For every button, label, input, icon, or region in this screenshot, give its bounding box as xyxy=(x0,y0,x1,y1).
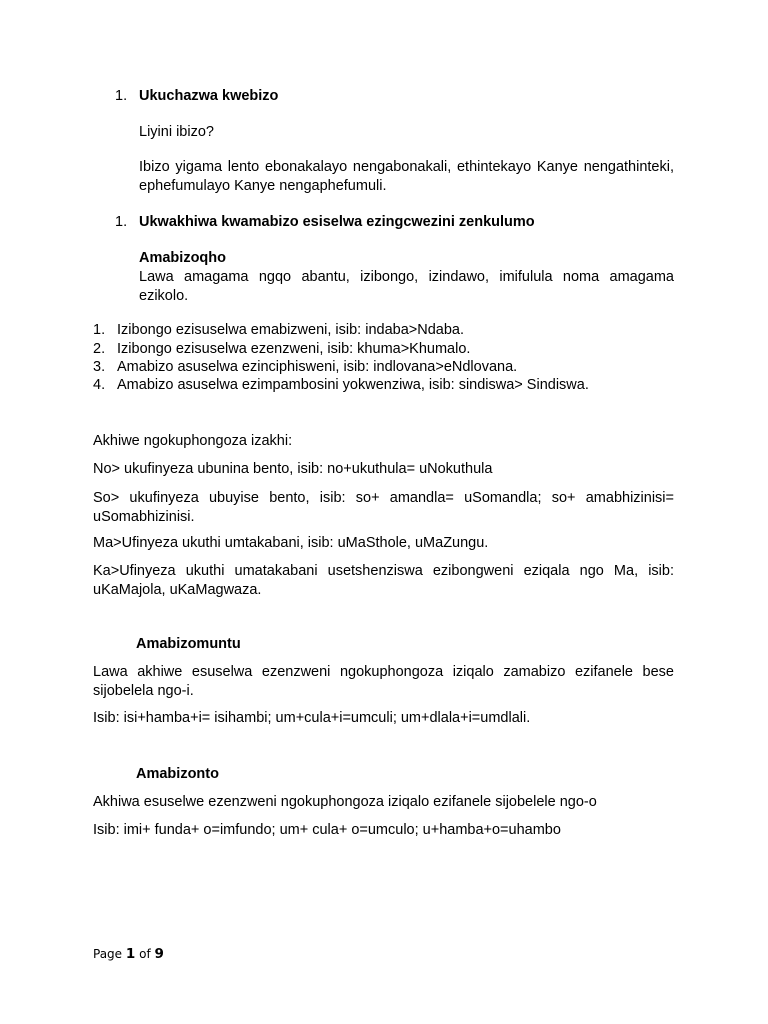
section-1-heading: Ukuchazwa kwebizo xyxy=(139,88,279,104)
list-item: Izibongo ezisuselwa ezenzweni, isib: khuma>Khumalo. xyxy=(117,341,471,357)
amabizonto-description: Akhiwa esuselwe ezenzweni ngokuphongoza iziqalo ezifanele sijobelele ngo-o xyxy=(93,794,597,810)
amabizonto-example: Isib: imi+ funda+ o=imfundo; um+ cula+ o=umculo; u+hamba+o=uhambo xyxy=(93,822,561,838)
amabizoqho-description: Lawa amagama ngqo abantu, izibongo, izindawo, imifulula noma amagama ezikolo. xyxy=(139,269,674,304)
footer-current-page: 1 xyxy=(125,946,136,962)
list-item-number: 4. xyxy=(93,377,106,393)
footer-of-label: of xyxy=(139,947,151,961)
section-2-heading: Ukwakhiwa kwamabizo esiselwa ezingcwezini zenkulumo xyxy=(139,214,535,230)
list-item-number: 2. xyxy=(93,341,106,357)
prefix-no: No> ukufinyeza ubunina bento, isib: no+ukuthula= uNokuthula xyxy=(93,461,493,477)
amabizomuntu-heading: Amabizomuntu xyxy=(136,636,241,652)
section-1-question: Liyini ibizo? xyxy=(139,124,214,140)
page-footer xyxy=(93,946,164,962)
section-1-number: 1. xyxy=(115,88,128,104)
amabizomuntu-description: Lawa akhiwe esuselwa ezenzweni ngokuphongoza iziqalo zamabizo ezifanele bese sijobelela ngo-i. xyxy=(93,664,674,699)
section-2-number: 1. xyxy=(115,214,128,230)
footer-total-pages: 9 xyxy=(154,946,164,962)
section-1-definition: Ibizo yigama lento ebonakalayo nengabonakali, ethintekayo Kanye nengathinteki, ephefumulayo Kanye nengaphefumuli. xyxy=(139,159,674,194)
prefixes-intro: Akhiwe ngokuphongoza izakhi: xyxy=(93,433,293,449)
list-item-number: 1. xyxy=(93,322,106,338)
prefix-ma: Ma>Ufinyeza ukuthi umtakabani, isib: uMaSthole, uMaZungu. xyxy=(93,535,489,551)
list-item: Amabizo asuselwa ezimpambosini yokwenziwa, isib: sindiswa> Sindiswa. xyxy=(117,377,589,393)
list-item-number: 3. xyxy=(93,359,106,375)
amabizonto-heading: Amabizonto xyxy=(136,766,219,782)
list-item: Amabizo asuselwa ezinciphisweni, isib: indlovana>eNdlovana. xyxy=(117,359,518,375)
prefix-ka: Ka>Ufinyeza ukuthi umatakabani usetshenziswa ezibongweni eziqala ngo Ma, isib: uKaMajola, uKaMagwaza. xyxy=(93,563,674,598)
amabizomuntu-example: Isib: isi+hamba+i= isihambi; um+cula+i=umculi; um+dlala+i=umdlali. xyxy=(93,710,531,726)
prefix-so: So> ukufinyeza ubuyise bento, isib: so+ amandla= uSomandla; so+ amabhizinisi= uSomabhizinisi. xyxy=(93,490,674,525)
amabizoqho-heading: Amabizoqho xyxy=(139,250,226,266)
footer-page-label: Page xyxy=(93,947,123,961)
list-item: Izibongo ezisuselwa emabizweni, isib: indaba>Ndaba. xyxy=(117,322,465,338)
